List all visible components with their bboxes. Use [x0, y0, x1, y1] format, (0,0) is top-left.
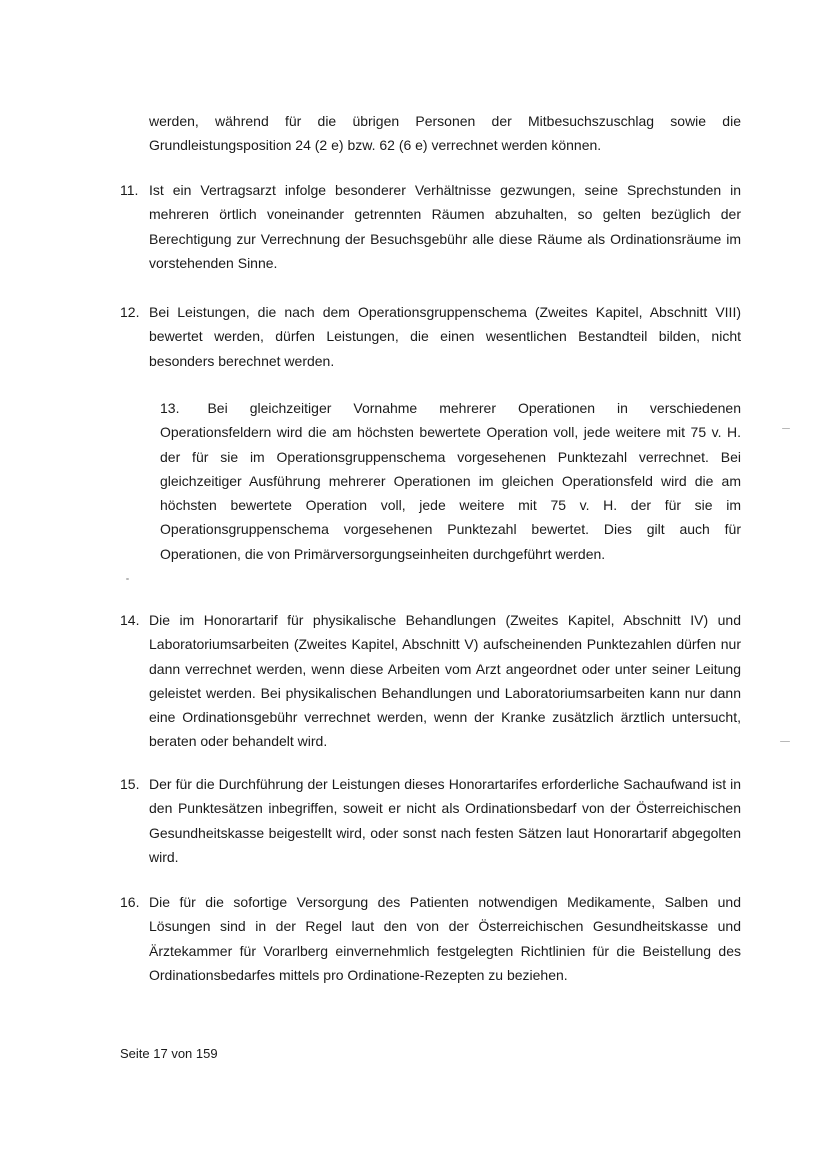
list-item-number: 14. — [120, 612, 140, 628]
list-item-number: 11. — [120, 182, 139, 198]
scan-speck — [780, 741, 790, 742]
list-item-number: 15. — [120, 776, 140, 792]
list-item-number: 16. — [120, 894, 140, 910]
scan-speck — [782, 428, 790, 429]
list-item-text: Die für die sofortige Versorgung des Patienten notwendigen Medikamente, Salben und Lösungen sind in der Regel laut den von der Österreichischen Gesundheitskasse und Ärztekammer für Vorarlberg einvernehmlich festgelegten Richtlinien für die Beistellung des Ordinationsbedarfes mittels pro Ordinatione-Rezepten zu beziehen. — [149, 894, 741, 983]
list-item-text: Ist ein Vertragsarzt infolge besonderer Verhältnisse gezwungen, seine Sprechstunden in mehreren örtlich voneinander getrennten Räumen abzuhalten, so gelten bezüglich der Berechtigung zur Verrechnung der Besuchsgebühr alle diese Räume als Ordinationsräume im vorstehenden Sinne. — [149, 182, 741, 271]
list-item-13 — [160, 396, 741, 566]
list-item-number: 13. — [160, 400, 180, 416]
page-number-footer: Seite 17 von 159 — [120, 1046, 218, 1061]
scan-speck — [126, 578, 129, 580]
intro-paragraph: werden, während für die übrigen Personen der Mitbesuchszuschlag sowie die Grundleistungsposition 24 (2 e) bzw. 62 (6 e) verrechnet werden können. — [149, 113, 741, 154]
list-item-text: Bei gleichzeitiger Vornahme mehrerer Operationen in verschiedenen Operationsfeldern wird die am höchsten bewertete Operation voll, jede weitere mit 75 v. H. der für sie im Operationsgruppenschema vorgesehenen Punktezahl verrechnet. Bei gleichzeitiger Ausführung mehrerer Operationen im gleichen Operationsfeld wird die am höchsten bewertete Operation voll, jede weitere mit 75 v. H. der für sie im Operationsgruppenschema vorgesehenen Punktezahl bewertet. Dies gilt auch für Operationen, die von Primärversorgungseinheiten durchgeführt werden. — [160, 400, 741, 562]
list-item-text: Der für die Durchführung der Leistungen dieses Honorartarifes erforderliche Sachaufwand ist in den Punktesätzen inbegriffen, soweit er nicht als Ordinationsbedarf von der Österreichischen Gesundheitskasse beigestellt wird, oder sonst nach festen Sätzen laut Honorartarif abgegolten wird. — [149, 776, 741, 865]
list-item-text: Bei Leistungen, die nach dem Operationsgruppenschema (Zweites Kapitel, Abschnitt VIII) bewertet werden, dürfen Leistungen, die einen wesentlichen Bestandteil bilden, nicht besonders berechnet werden. — [149, 304, 741, 369]
list-item-number: 12. — [120, 304, 140, 320]
list-item-text: Die im Honorartarif für physikalische Behandlungen (Zweites Kapitel, Abschnitt IV) und Laboratoriumsarbeiten (Zweites Kapitel, Abschnitt V) aufscheinenden Punktezahlen dürfen nur dann verrechnet werden, wenn diese Arbeiten vom Arzt angeordnet oder unter seiner Leitung geleistet werden. Bei physikalischen Behandlungen und Laboratoriumsarbeiten kann nur dann eine Ordinationsgebühr verrechnet werden, wenn der Kranke zusätzlich ärztlich untersucht, beraten oder behandelt wird. — [149, 612, 741, 750]
